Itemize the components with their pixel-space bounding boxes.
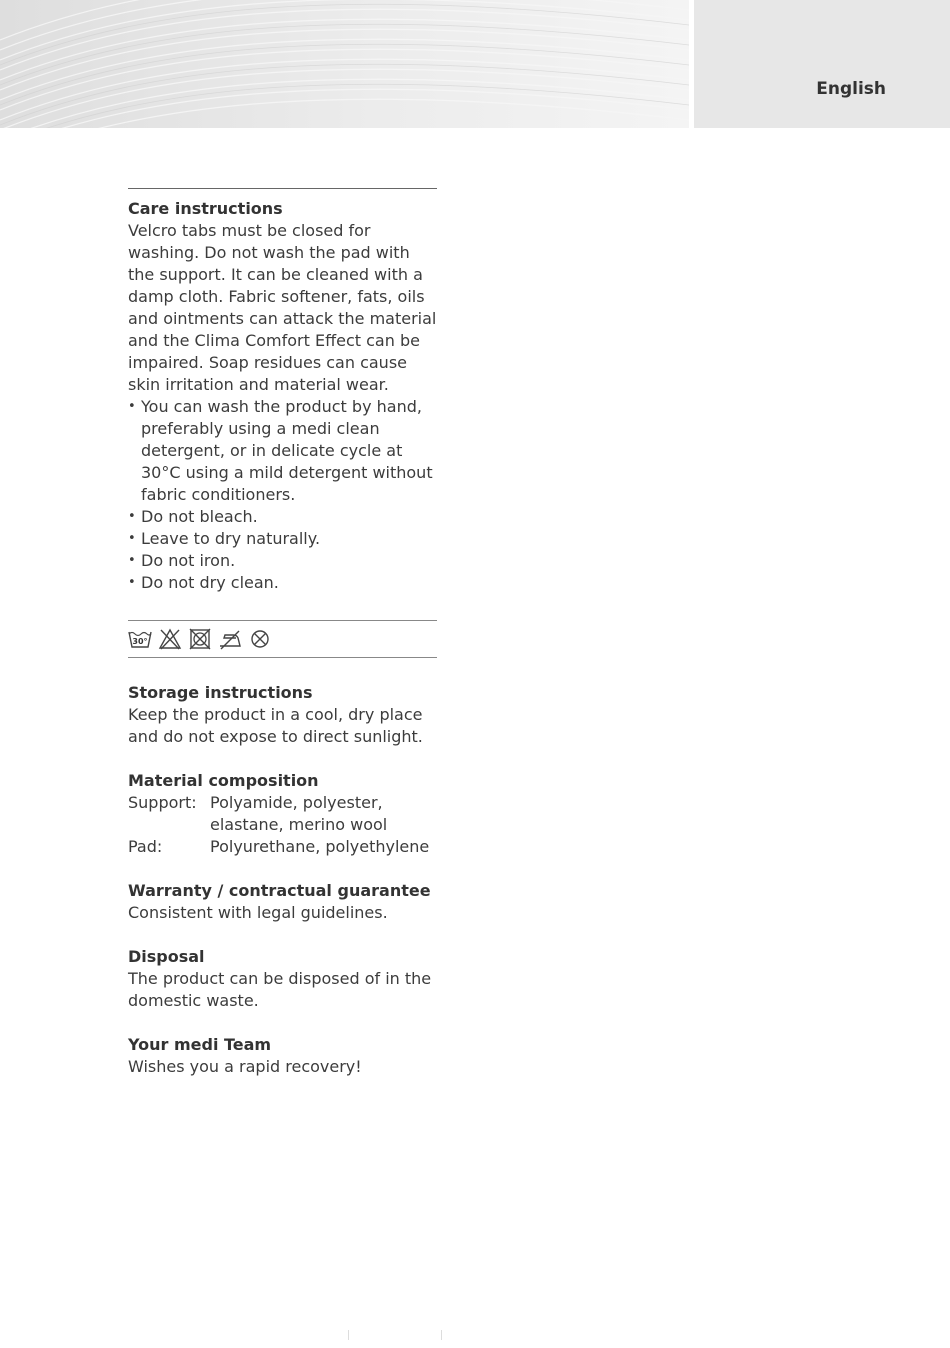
storage-section [128, 682, 438, 748]
care-bullet: • Leave to dry naturally. [128, 528, 438, 550]
care-bullet: • Do not bleach. [128, 506, 438, 528]
language-panel [694, 0, 950, 128]
team-heading: Your medi Team [128, 1035, 272, 1054]
material-section [128, 770, 438, 858]
care-bullet: • Do not dry clean. [128, 572, 438, 594]
care-section [128, 198, 438, 594]
disposal-heading: Disposal [128, 947, 205, 966]
material-value: Polyamide, polyester, elastane, merino wool [210, 793, 388, 834]
wash-temp-label: 30° [132, 637, 148, 646]
team-section [128, 1034, 438, 1078]
warranty-text: Consistent with legal guidelines. [128, 903, 388, 922]
header-banner [0, 0, 689, 128]
material-key: Support: [128, 793, 197, 812]
disposal-text: The product can be disposed of in the domestic waste. [128, 969, 432, 1010]
care-heading: Care instructions [128, 199, 283, 218]
no-dry-clean-icon [248, 628, 272, 650]
care-symbols [128, 620, 437, 658]
team-text: Wishes you a rapid recovery! [128, 1057, 362, 1076]
no-tumble-dry-icon [188, 628, 212, 650]
content-column [128, 188, 438, 1078]
material-row [128, 792, 438, 836]
material-heading: Material composition [128, 771, 319, 790]
wave-pattern [0, 0, 689, 128]
care-bullet-list [128, 396, 438, 594]
warranty-heading: Warranty / contractual guarantee [128, 881, 431, 900]
material-value: Polyurethane, polyethylene [210, 837, 430, 856]
material-row [128, 836, 438, 858]
no-bleach-icon [158, 628, 182, 650]
footer-mark [348, 1330, 349, 1340]
storage-heading: Storage instructions [128, 683, 313, 702]
no-iron-icon [218, 628, 242, 650]
wash-30-icon [128, 628, 152, 650]
material-key: Pad: [128, 837, 163, 856]
care-bullet: • Do not iron. [128, 550, 438, 572]
storage-text: Keep the product in a cool, dry place and do not expose to direct sunlight. [128, 705, 423, 746]
footer-mark [441, 1330, 442, 1340]
language-label: English [816, 79, 886, 99]
care-bullet: • You can wash the product by hand, preferably using a medi clean detergent, or in delicate cycle at 30°C using a mild detergent without fabric conditioners. [128, 396, 438, 506]
care-intro: Velcro tabs must be closed for washing. Do not wash the pad with the support. It can be cleaned with a damp cloth. Fabric softener, fats, oils and ointments can attack the material and the Clima Comfort Effect can be impaired. Soap residues can cause skin irritation and material wear. [128, 221, 437, 394]
warranty-section [128, 880, 438, 924]
disposal-section [128, 946, 438, 1012]
